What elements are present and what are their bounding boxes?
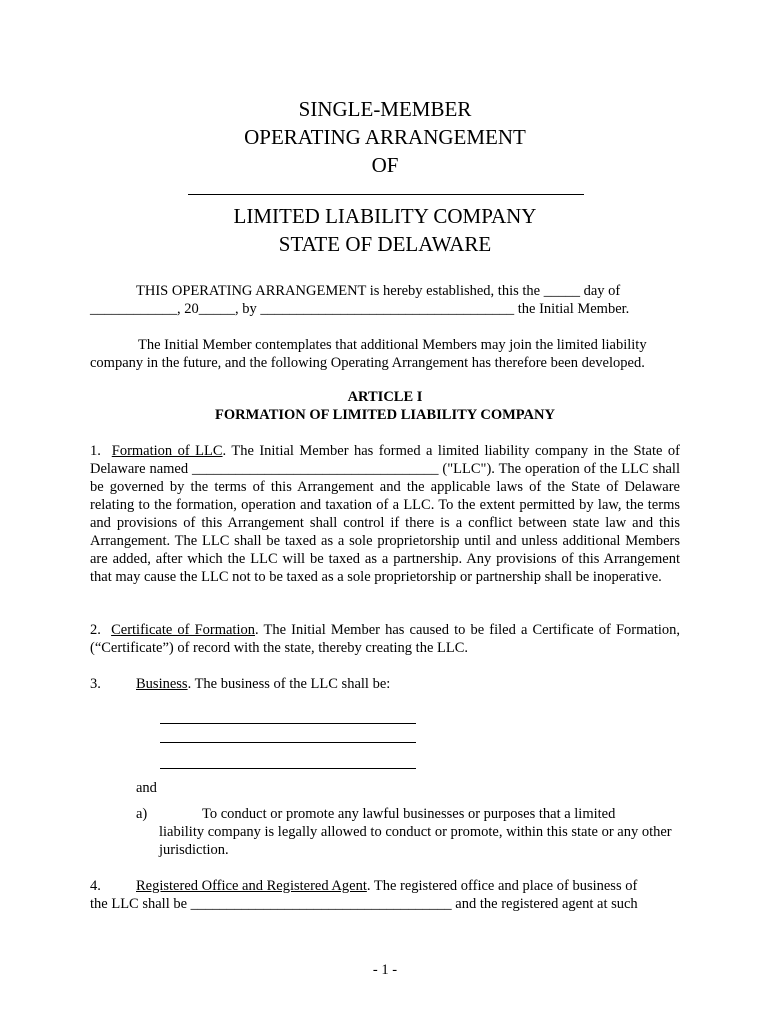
- section-4-title: Registered Office and Registered Agent: [136, 878, 367, 894]
- intro-line-1: THIS OPERATING ARRANGEMENT is hereby established, this the _____ day of: [136, 283, 621, 299]
- business-blank-1: [160, 723, 416, 724]
- section-1: [90, 442, 680, 586]
- title-line-5: STATE OF DELAWARE: [278, 232, 492, 256]
- page-number: - 1 -: [372, 962, 398, 978]
- section-1-body: . The Initial Member has formed a limited liability company in the State of Delaware named __________________________________ ("LLC"). The operation of the LLC shall be governed by the terms of this Arrangement and the applicable laws of the State of Delaware relating to the formation, operation and taxation of a LLC. To the extent permitted by law, the terms and provisions of this Arrangement shall control if there is a conflict between state law and this Arrangement. The LLC shall be taxed as a sole proprietorship until and unless additional Members are added, after which the LLC will be taxed as a partnership. Any provisions of this Arrangement that may cause the LLC not to be taxed as a sole proprietorship or partnership shall be inoperative.: [90, 443, 680, 585]
- section-4-body-a: . The registered office and place of business of: [366, 878, 638, 894]
- item-a-first-line: [136, 805, 680, 823]
- section-2-body: . The Initial Member has caused to be filed a Certificate of Formation, (“Certificate”) of record with the state, thereby creating the LLC.: [90, 622, 680, 656]
- title-line-4: LIMITED LIABILITY COMPANY: [233, 204, 537, 228]
- section-2-number: 2.: [90, 622, 101, 638]
- section-3-number: 3.: [90, 676, 101, 692]
- title-line-3: OF: [371, 153, 399, 177]
- item-a-label: a): [136, 806, 148, 822]
- article-subheading: FORMATION OF LIMITED LIABILITY COMPANY: [215, 407, 555, 423]
- intro-line-2: ____________, 20_____, by ___________________________________ the Initial Member.: [90, 301, 630, 317]
- section-3-title: Business: [136, 676, 188, 692]
- section-1-title: Formation of LLC: [111, 443, 223, 459]
- company-name-blank: [188, 194, 584, 195]
- section-2: [90, 621, 680, 657]
- intro-paragraph-2: The Initial Member contemplates that additional Members may join the limited liability company in the future, and the following Operating Arrangement has therefore been developed.: [90, 337, 647, 371]
- section-4-line-2: the LLC shall be ____________________________________ and the registered agent at such: [90, 896, 638, 912]
- business-blank-3: [160, 768, 416, 769]
- section-1-number: 1.: [90, 443, 101, 459]
- article-heading: ARTICLE I: [347, 389, 423, 405]
- item-a-first-text: To conduct or promote any lawful businesses or purposes that a limited: [202, 806, 616, 822]
- item-a-rest: liability company is legally allowed to conduct or promote, within this state or any other jurisdiction.: [159, 824, 672, 858]
- section-4-number: 4.: [90, 878, 101, 894]
- title-line-1: SINGLE-MEMBER: [298, 97, 472, 121]
- section-3-body: . The business of the LLC shall be:: [187, 676, 391, 692]
- title-line-2: OPERATING ARRANGEMENT: [244, 125, 526, 149]
- section-2-title: Certificate of Formation: [111, 622, 255, 638]
- business-blank-2: [160, 742, 416, 743]
- section-4-line-1: [90, 877, 680, 895]
- section-3: [90, 675, 680, 693]
- and-text: and: [136, 780, 157, 796]
